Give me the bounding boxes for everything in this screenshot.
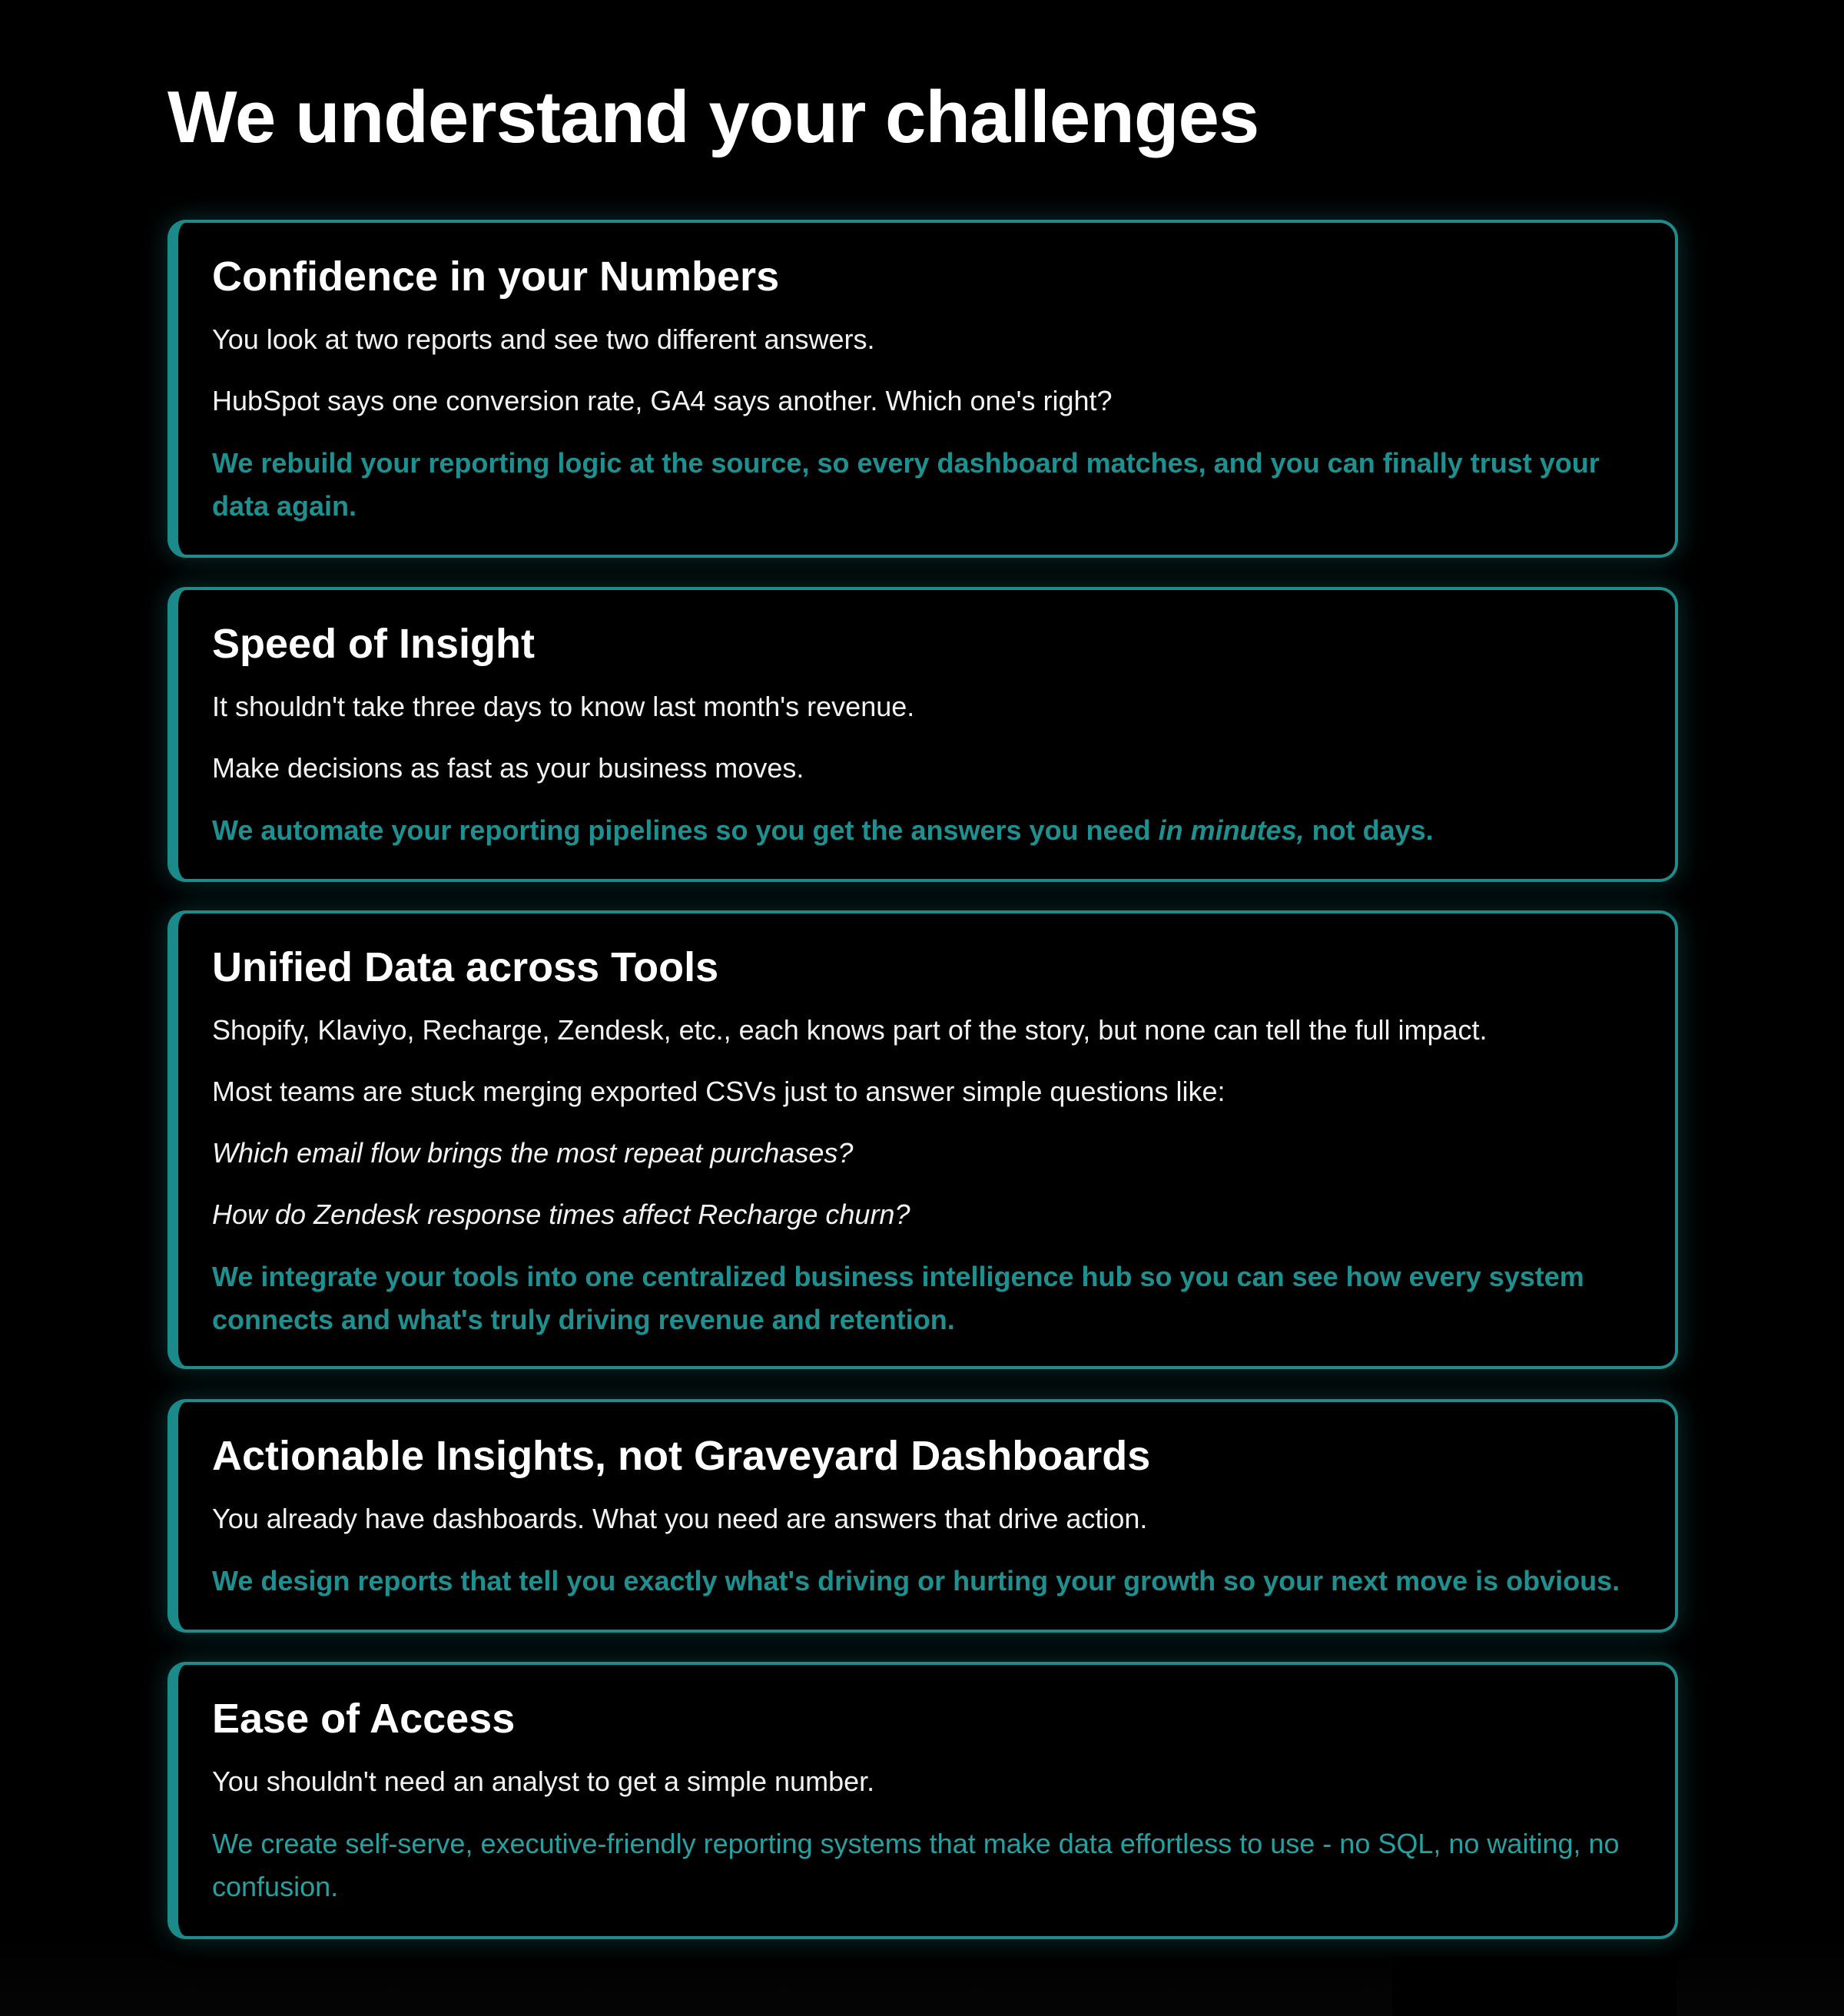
card-solution (212, 809, 1644, 852)
page-title: We understand your challenges (167, 76, 1259, 158)
card-question: How do Zendesk response times affect Recharge churn? (212, 1198, 910, 1230)
card-text: It shouldn't take three days to know last month's revenue. (212, 690, 915, 722)
card-text: Shopify, Klaviyo, Recharge, Zendesk, etc., each knows part of the story, but none can tell the full impact. (212, 1013, 1487, 1046)
card-title: Speed of Insight (212, 621, 536, 667)
challenge-card-speed (167, 587, 1678, 882)
card-title: Unified Data across Tools (212, 944, 719, 990)
challenge-card-confidence (167, 220, 1678, 558)
card-text: You shouldn't need an analyst to get a simple number. (212, 1765, 875, 1797)
card-solution: We design reports that tell you exactly what's driving or hurting your growth so your next move is obvious. (212, 1564, 1620, 1597)
card-solution: We rebuild your reporting logic at the source, so every dashboard matches, and you can finally trust your data again. (212, 446, 1600, 522)
card-text: You look at two reports and see two different answers. (212, 323, 875, 355)
card-title: Actionable Insights, not Graveyard Dashboards (212, 1433, 1151, 1479)
card-solution-end: not days. (1304, 814, 1434, 846)
card-question: Which email flow brings the most repeat purchases? (212, 1136, 854, 1169)
card-solution: We create self-serve, executive-friendly reporting systems that make data effortless to use - no SQL, no waiting, no confusion. (212, 1827, 1620, 1902)
challenge-card-unified-data (167, 910, 1678, 1369)
card-solution: We integrate your tools into one centralized business intelligence hub so you can see how every system connects and what's truly driving revenue and retention. (212, 1260, 1584, 1335)
card-solution-start: We automate your reporting pipelines so you get the answers you need (212, 814, 1159, 846)
card-solution-emphasis: in minutes, (1158, 814, 1305, 846)
card-text: Most teams are stuck merging exported CSVs just to answer simple questions like: (212, 1075, 1225, 1107)
card-text: HubSpot says one conversion rate, GA4 says another. Which one's right? (212, 384, 1113, 416)
card-title: Ease of Access (212, 1696, 516, 1742)
card-text: Make decisions as fast as your business moves. (212, 751, 804, 784)
challenge-card-ease-of-access (167, 1662, 1678, 1939)
card-text: You already have dashboards. What you need are answers that drive action. (212, 1502, 1148, 1534)
challenge-card-actionable-insights (167, 1399, 1678, 1633)
bottom-strip (1392, 1956, 1677, 2016)
card-title: Confidence in your Numbers (212, 254, 780, 300)
